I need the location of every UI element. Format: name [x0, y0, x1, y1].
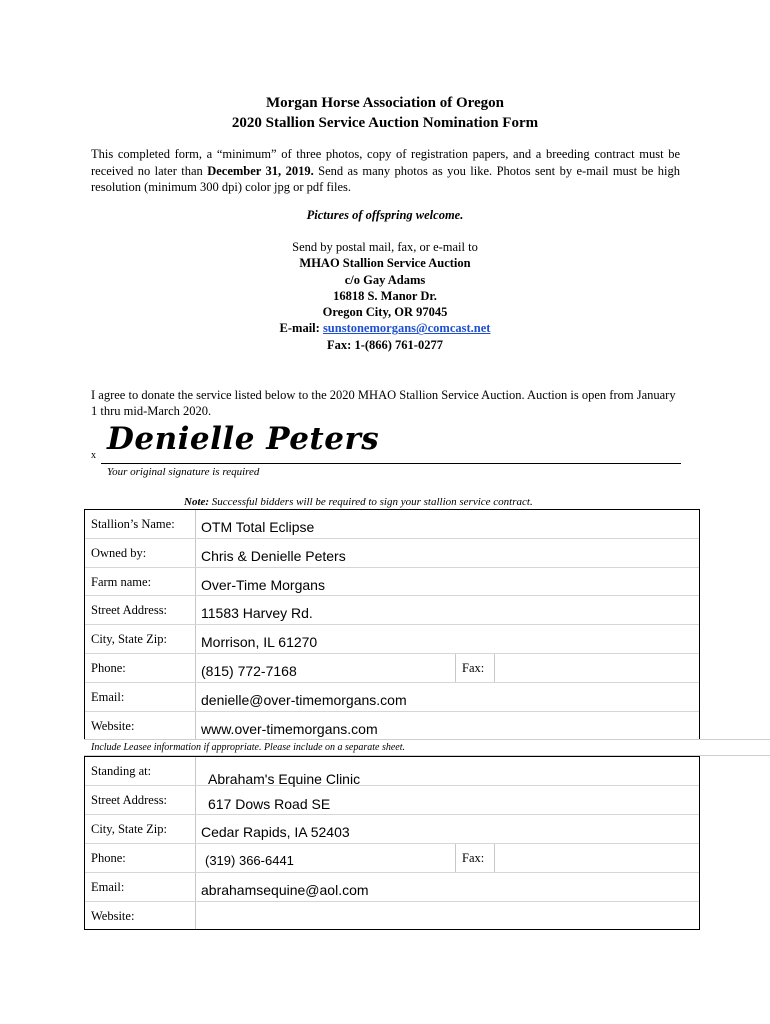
- standing-fax-field[interactable]: [494, 844, 699, 872]
- signature[interactable]: Denielle Peters: [107, 421, 380, 457]
- standing-at-row: Standing at: Abraham's Equine Clinic: [85, 757, 699, 786]
- standing-info-table: [84, 756, 700, 930]
- email-link[interactable]: sunstonemorgans@comcast.net: [322, 321, 491, 336]
- owned-by-row: Owned by: Chris & Denielle Peters: [85, 539, 699, 568]
- signature-note: Your original signature is required: [107, 466, 260, 478]
- phone-row: Phone: (815) 772-7168 Fax:: [85, 654, 699, 683]
- offspring-note: Pictures of offspring welcome.: [306, 208, 464, 222]
- signature-line: [101, 463, 681, 464]
- deadline: December 31, 2019.: [207, 163, 314, 178]
- owned-by-field[interactable]: Chris & Denielle Peters: [201, 548, 346, 564]
- phone-field[interactable]: (815) 772-7168: [201, 663, 297, 679]
- website-field[interactable]: www.over-timemorgans.com: [201, 721, 378, 737]
- standing-email-field[interactable]: abrahamsequine@aol.com: [201, 882, 369, 898]
- fax-field[interactable]: [494, 654, 699, 682]
- standing-website-field[interactable]: [196, 902, 699, 929]
- leasee-divider-top: [84, 739, 770, 740]
- bidder-note: Note: Successful bidders will be required to sign your stallion service contract.: [184, 496, 533, 508]
- street-address-row: Street Address: 11583 Harvey Rd.: [85, 596, 699, 625]
- street-address-field[interactable]: 11583 Harvey Rd.: [201, 605, 313, 621]
- city-state-zip-field[interactable]: Morrison, IL 61270: [201, 634, 318, 650]
- standing-city-field[interactable]: Cedar Rapids, IA 52403: [201, 824, 350, 840]
- stallion-name-field[interactable]: OTM Total Eclipse: [201, 519, 315, 535]
- email-field[interactable]: denielle@over-timemorgans.com: [201, 692, 407, 708]
- website-row: Website: www.over-timemorgans.com: [85, 712, 699, 740]
- standing-phone-field[interactable]: (319) 366-6441: [205, 853, 294, 868]
- fax-number: Fax: 1-(866) 761-0277: [327, 337, 443, 352]
- instructions-paragraph: This completed form, a “minimum” of three photos, copy of registration papers, and a breeding contract must be received no later than December 31, 2019. Send as many photos as you like. Photos sent by e-mail must be high resolution (minimum 300 dpi) color jpg or pdf files.: [91, 147, 680, 194]
- form-subtitle: 2020 Stallion Service Auction Nomination Form: [231, 115, 539, 131]
- standing-phone-row: Phone: (319) 366-6441 Fax:: [85, 844, 699, 873]
- standing-website-row: Website:: [85, 902, 699, 929]
- standing-at-field[interactable]: Abraham's Equine Clinic: [208, 771, 361, 787]
- email-row: Email: denielle@over-timemorgans.com: [85, 683, 699, 712]
- signature-x-mark: x: [91, 450, 96, 461]
- leasee-note: Include Leasee information if appropriate. Please include on a separate sheet.: [91, 742, 406, 753]
- stallion-name-row: Stallion’s Name: OTM Total Eclipse: [85, 510, 699, 539]
- standing-street-row: Street Address: 617 Dows Road SE: [85, 786, 699, 815]
- standing-street-field[interactable]: 617 Dows Road SE: [208, 796, 331, 812]
- standing-email-row: Email: abrahamsequine@aol.com: [85, 873, 699, 902]
- city-state-zip-row: City, State Zip: Morrison, IL 61270: [85, 625, 699, 654]
- farm-name-field[interactable]: Over-Time Morgans: [201, 577, 325, 593]
- owner-info-table: [84, 509, 700, 740]
- mailing-address-block: Send by postal mail, fax, or e-mail to MHAO Stallion Service Auction c/o Gay Adams 16818 S. Manor Dr. Oregon City, OR 97045 E-mail: sunstonemorgans@comcast.net Fax: 1-(866) 761-0277: [0, 239, 770, 353]
- form-title: Morgan Horse Association of Oregon: [265, 95, 505, 111]
- farm-name-row: Farm name: Over-Time Morgans: [85, 568, 699, 596]
- standing-city-row: City, State Zip: Cedar Rapids, IA 52403: [85, 815, 699, 844]
- agreement-text: I agree to donate the service listed below to the 2020 MHAO Stallion Service Auction. Auction is open from January 1 thru mid-March 2020.: [91, 388, 676, 418]
